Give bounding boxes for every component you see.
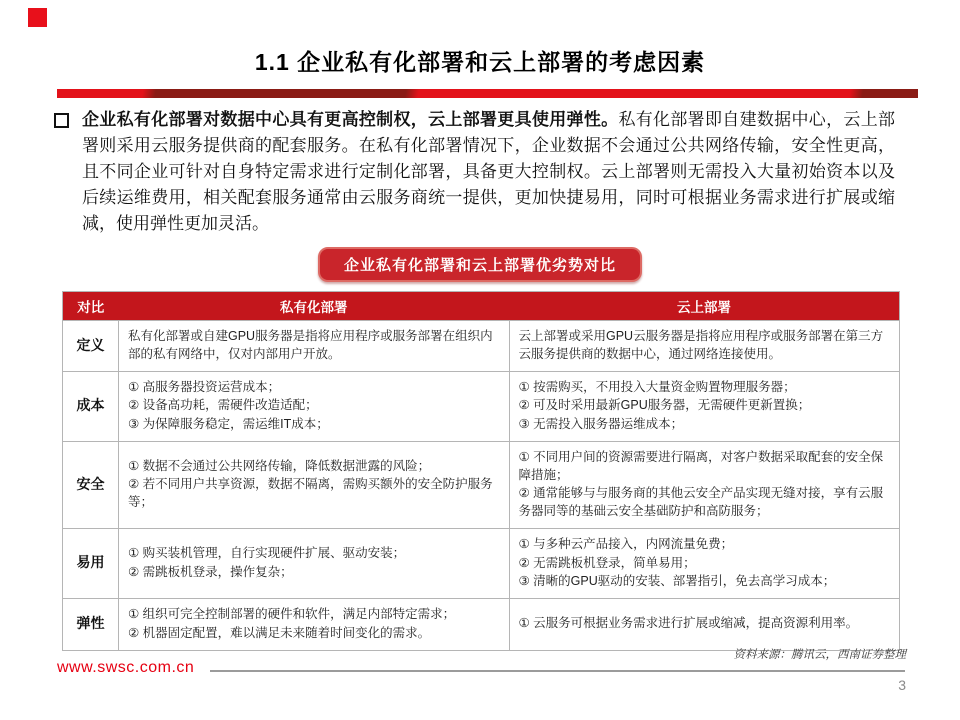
cloud-cell [509,599,900,651]
table-caption-wrap [0,247,960,282]
header-cloud-deployment: 云上部署 [509,292,900,321]
intro-body: 私有化部署即自建数据中心，云上部署则采用云服务提供商的配套服务。在私有化部署情况下，企业数据不会通过公共网络传输，安全性更高，且不同企业可针对自身特定需求进行定制化部署，具备更大控制权。云上部署则无需投入大量初始资本以及后续运维费用，相关配套服务通常由云服务商统一提供，更加快捷易用，同时可根据业务需求进行扩展或缩减，使用弹性更加灵活。 [82,110,896,233]
cell-line: ③ 清晰的GPU驱动的安装、部署指引，免去高学习成本； [518,574,836,589]
private-cell [119,441,510,528]
footer-divider-line [210,670,905,672]
private-cell [119,599,510,651]
cell-line: ③ 为保障服务稳定，需运维IT成本； [128,417,329,431]
table-row [63,528,900,598]
cell-line: ① 高服务器投资运营成本； [128,379,281,394]
cell-line: ① 组织可完全控制部署的硬件和软件，满足内部特定需求； [128,607,456,621]
table-row [63,371,900,441]
cell-line: ① 数据不会通过公共网络传输，降低数据泄露的风险； [128,458,431,473]
cloud-cell [509,371,900,441]
cell-line: ② 需跳板机登录，操作复杂； [128,564,293,579]
cell-line: ③ 无需投入服务器运维成本； [518,417,684,431]
cell-line: ① 云服务可根据业务需求进行扩展或缩减，提高资源利用率。 [518,616,859,631]
website-url: www.swsc.com.cn [57,659,195,676]
cell-line: 云上部署或采用GPU云服务器是指将应用程序或服务部署在第三方云服务提供商的数据中心，通过网络连接使用。 [518,329,884,361]
row-label: 定义 [63,321,119,372]
cell-line: ② 无需跳板机登录，简单易用； [518,555,696,570]
table-caption-badge: 企业私有化部署和云上部署优劣势对比 [318,247,642,282]
page-number: 3 [898,677,906,693]
cell-line: ① 不同用户间的资源需要进行隔离，对客户数据采取配套的安全保障措施； [518,449,884,482]
comparison-table-body [63,321,900,651]
table-row [63,321,900,372]
title-divider-bar [57,89,918,98]
private-cell [119,528,510,598]
intro-paragraph [54,107,895,237]
comparison-table-header [63,292,900,321]
row-label: 安全 [63,441,119,528]
cell-line: ② 设备高功耗，需硬件改造适配； [128,398,318,413]
row-label: 易用 [63,528,119,598]
cloud-cell [509,321,900,372]
table-row [63,599,900,651]
table-row [63,441,900,528]
bullet-square-icon [54,113,69,128]
cell-line: ② 机器固定配置，难以满足未来随着时间变化的需求。 [128,625,431,640]
corner-square-mark [28,8,47,27]
cloud-cell [509,528,900,598]
private-cell [119,321,510,372]
cloud-cell [509,441,900,528]
cell-line: ① 按需购买，不用投入大量资金购置物理服务器； [518,379,796,394]
row-label: 弹性 [63,599,119,651]
header-compare: 对比 [63,292,119,321]
intro-text [82,107,895,237]
cell-line: ② 若不同用户共享资源，数据不隔离，需购买额外的安全防护服务等； [128,477,493,510]
cell-line: ① 购买装机管理，自行实现硬件扩展、驱动安装； [128,546,406,561]
comparison-table [62,291,900,651]
header-row [63,292,900,321]
header-private-deployment: 私有化部署 [119,292,510,321]
cell-line: ① 与多种云产品接入，内网流量免费； [518,536,734,551]
cell-line: ② 可及时采用最新GPU服务器，无需硬件更新置换； [518,398,811,413]
cell-line: 私有化部署或自建GPU服务器是指将应用程序或服务部署在组织内部的私有网络中，仅对内部用户开放。 [128,329,493,361]
cell-line: ② 通常能够与与服务商的其他云安全产品实现无缝对接，享有云服务器同等的基础云安全基础防护和高防服务； [518,486,884,518]
page-title: 1.1 企业私有化部署和云上部署的考虑因素 [254,49,706,75]
private-cell [119,371,510,441]
source-note: 资料来源：腾讯云，西南证券整理 [733,649,906,661]
intro-bold-lead: 企业私有化部署对数据中心具有更高控制权，云上部署更具使用弹性。 [82,110,619,129]
row-label: 成本 [63,371,119,441]
